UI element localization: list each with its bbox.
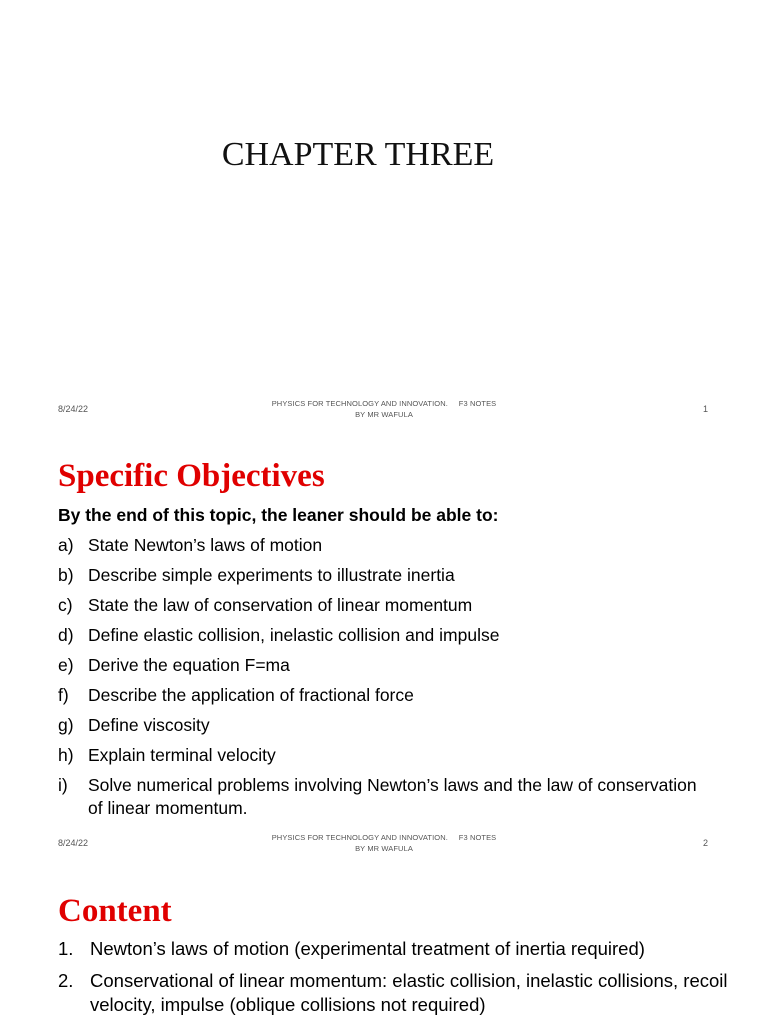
list-text: Describe simple experiments to illustrate inertia bbox=[88, 565, 455, 585]
list-marker: a) bbox=[58, 535, 74, 555]
list-item bbox=[58, 594, 708, 617]
list-item bbox=[58, 654, 708, 677]
list-marker: g) bbox=[58, 715, 74, 735]
list-item bbox=[58, 714, 708, 737]
list-item bbox=[58, 744, 708, 767]
list-marker: b) bbox=[58, 565, 74, 585]
list-marker: f) bbox=[58, 685, 69, 705]
list-item bbox=[58, 969, 748, 1017]
list-marker: e) bbox=[58, 655, 74, 675]
footer-center bbox=[254, 398, 514, 420]
objectives-intro: By the end of this topic, the leaner should be able to: bbox=[58, 505, 499, 525]
list-text: State Newton’s laws of motion bbox=[88, 535, 323, 555]
list-text: Explain terminal velocity bbox=[88, 745, 276, 765]
chapter-title: CHAPTER THREE bbox=[221, 136, 495, 173]
footer-date: 8/24/22 bbox=[58, 838, 89, 848]
footer-page-number: 1 bbox=[703, 404, 709, 414]
list-item bbox=[58, 774, 708, 820]
list-item bbox=[58, 937, 748, 961]
footer-course-line: PHYSICS FOR TECHNOLOGY AND INNOVATION. F3 NOTES bbox=[271, 833, 497, 842]
footer-date: 8/24/22 bbox=[58, 404, 89, 414]
footer-page-number: 2 bbox=[703, 838, 709, 848]
list-marker: i) bbox=[58, 775, 68, 795]
footer-author-line: BY MR WAFULA bbox=[355, 410, 413, 419]
list-text: Conservational of linear momentum: elastic collision, inelastic collisions, recoil velocity, impulse (oblique collisions not required) bbox=[90, 970, 728, 1015]
list-marker: d) bbox=[58, 625, 74, 645]
list-item bbox=[58, 624, 708, 647]
list-item bbox=[58, 684, 708, 707]
list-text: State the law of conservation of linear momentum bbox=[88, 595, 473, 615]
list-text: Describe the application of fractional force bbox=[88, 685, 414, 705]
list-text: Define elastic collision, inelastic collision and impulse bbox=[88, 625, 500, 645]
footer-center bbox=[254, 832, 514, 854]
list-marker: 2. bbox=[58, 970, 74, 991]
content-heading: Content bbox=[58, 893, 172, 929]
list-marker: c) bbox=[58, 595, 73, 615]
list-text: Derive the equation F=ma bbox=[88, 655, 290, 675]
list-text: Solve numerical problems involving Newton’s laws and the law of conservation of linear momentum. bbox=[88, 775, 697, 818]
slide-footer bbox=[0, 832, 768, 862]
list-marker: h) bbox=[58, 745, 74, 765]
footer-course-line: PHYSICS FOR TECHNOLOGY AND INNOVATION. F3 NOTES bbox=[271, 399, 497, 408]
objectives-list bbox=[58, 534, 708, 827]
list-marker: 1. bbox=[58, 938, 74, 959]
list-text: Define viscosity bbox=[88, 715, 210, 735]
slide-footer bbox=[0, 398, 768, 428]
content-list bbox=[58, 937, 748, 1025]
list-item bbox=[58, 534, 708, 557]
list-item bbox=[58, 564, 708, 587]
objectives-heading: Specific Objectives bbox=[58, 458, 325, 494]
footer-author-line: BY MR WAFULA bbox=[355, 844, 413, 853]
list-text: Newton’s laws of motion (experimental treatment of inertia required) bbox=[90, 938, 645, 959]
